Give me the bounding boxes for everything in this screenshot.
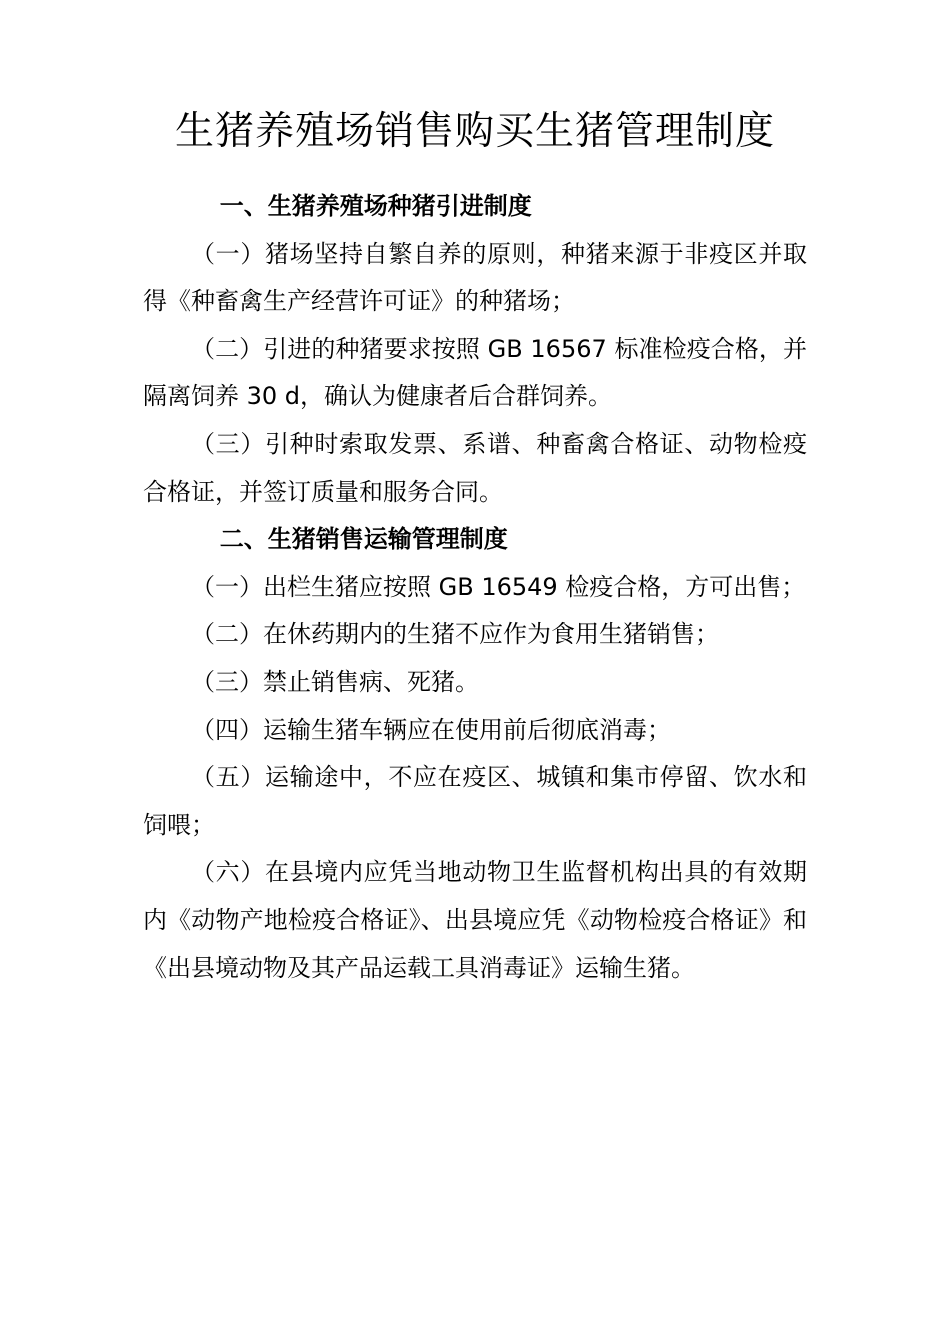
paragraph: （六）在县境内应凭当地动物卫生监督机构出具的有效期内《动物产地检疫合格证》、出县境应凭《动物检疫合格证》和《出县境动物及其产品运载工具消毒证》运输生猪。 [143, 858, 807, 982]
paragraph: （一）猪场坚持自繁自养的原则，种猪来源于非疫区并取得《种畜禽生产经营许可证》的种猪场； [143, 239, 807, 316]
section-heading: 二、生猪销售运输管理制度 [219, 525, 508, 554]
paragraph: （二）在休药期内的生猪不应作为食用生猪销售； [191, 620, 719, 649]
paragraph: （四）运输生猪车辆应在使用前后彻底消毒； [191, 715, 671, 744]
document-body [143, 183, 807, 992]
paragraph: （三）引种时索取发票、系谱、种畜禽合格证、动物检疫合格证，并签订质量和服务合同。 [143, 429, 807, 506]
paragraph: （三）禁止销售病、死猪。 [191, 667, 479, 696]
document-title: 生猪养殖场销售购买生猪管理制度 [174, 109, 775, 154]
paragraph: （二）引进的种猪要求按照 GB 16567 标准检疫合格，并隔离饲养 30 d，确认为健康者后合群饲养。 [143, 334, 807, 411]
section-heading: 一、生猪养殖场种猪引进制度 [219, 192, 532, 220]
paragraph: （五）运输途中，不应在疫区、城镇和集市停留、饮水和饲喂； [143, 763, 807, 839]
paragraph: （一）出栏生猪应按照 GB 16549 检疫合格，方可出售； [191, 572, 806, 601]
